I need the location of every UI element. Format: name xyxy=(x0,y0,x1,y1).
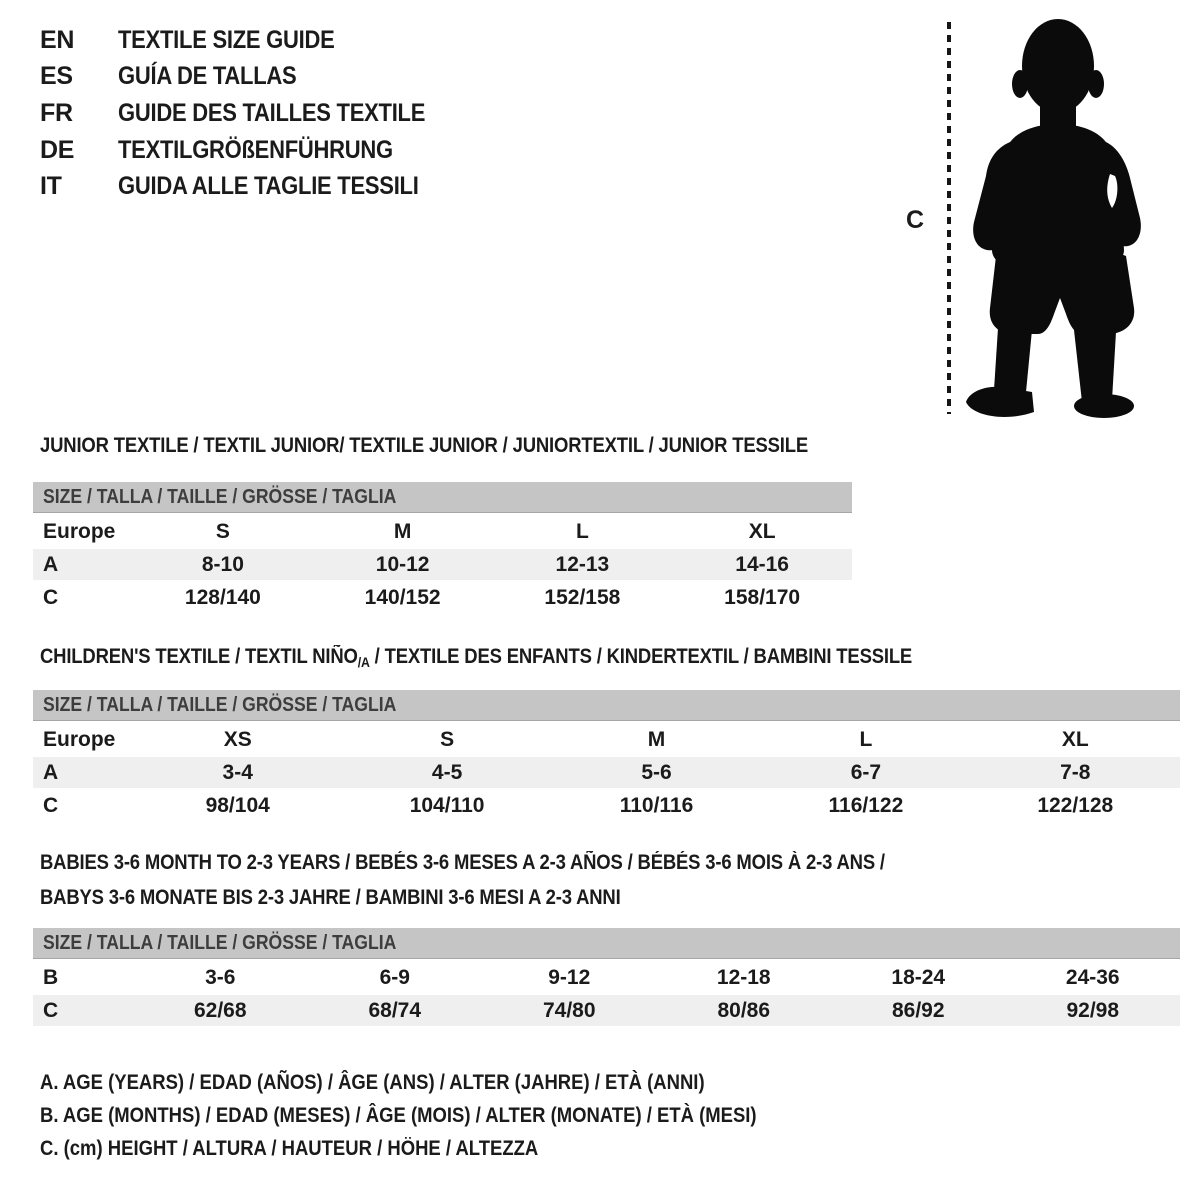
language-row-it xyxy=(40,168,467,205)
cell-value: 62/68 xyxy=(193,998,247,1022)
language-header xyxy=(40,22,467,205)
children-size-table xyxy=(33,690,1180,823)
guide-title-en: TEXTILE SIZE GUIDE xyxy=(118,25,335,54)
guide-title-es: GUÍA DE TALLAS xyxy=(118,62,297,91)
cell-value: 12-18 xyxy=(716,965,771,989)
language-code: ES xyxy=(40,62,73,91)
row-label: A xyxy=(43,760,59,784)
footnote-text: C. (cm) HEIGHT / ALTURA / HAUTEUR / HÖHE / ALTEZZA xyxy=(40,1137,539,1160)
cell-value: 128/140 xyxy=(184,585,261,609)
cell-value: 74/80 xyxy=(542,998,596,1022)
cell-value: 3-6 xyxy=(205,965,236,989)
column-header: S xyxy=(440,727,455,751)
cell-value: 18-24 xyxy=(891,965,946,989)
cell-value: 8-10 xyxy=(201,552,244,576)
table-row-header xyxy=(33,724,1180,755)
language-row-es xyxy=(40,59,467,96)
column-header: S xyxy=(215,519,230,543)
column-header: L xyxy=(859,727,873,751)
cell-value: 104/110 xyxy=(409,793,485,817)
language-row-fr xyxy=(40,95,467,132)
size-header-bar xyxy=(33,482,852,513)
baby-silhouette-icon xyxy=(962,12,1162,422)
section-title-children xyxy=(40,645,1031,674)
cell-value: 98/104 xyxy=(205,793,270,817)
table-row-age xyxy=(33,757,1180,788)
language-row-de xyxy=(40,132,467,169)
row-label: C xyxy=(43,793,59,817)
row-label: C xyxy=(43,998,59,1022)
cell-value: 140/152 xyxy=(364,585,441,609)
cell-value: 5-6 xyxy=(641,760,672,784)
footnote-text: A. AGE (YEARS) / EDAD (AÑOS) / ÂGE (ANS) / ALTER (JAHRE) / ETÀ (ANNI) xyxy=(40,1071,705,1094)
section-title-babies xyxy=(40,845,1000,915)
row-label: A xyxy=(43,552,59,576)
cell-value: 3-4 xyxy=(222,760,253,784)
cell-value: 7-8 xyxy=(1060,760,1091,784)
cell-value: 14-16 xyxy=(735,552,789,576)
size-header-text: SIZE / TALLA / TAILLE / GRÖSSE / TAGLIA xyxy=(43,693,397,716)
language-code: EN xyxy=(40,25,75,54)
language-code: FR xyxy=(40,98,73,127)
height-measure-dashed-line xyxy=(947,22,951,414)
title-part: CHILDREN'S TEXTILE / TEXTIL NIÑO xyxy=(40,645,358,668)
size-header-text: SIZE / TALLA / TAILLE / GRÖSSE / TAGLIA xyxy=(43,931,397,954)
cell-value: 158/170 xyxy=(724,585,801,609)
guide-title-it: GUIDA ALLE TAGLIE TESSILI xyxy=(118,172,419,201)
column-header: M xyxy=(393,519,412,543)
cell-value: 110/116 xyxy=(619,793,694,817)
footnote-age-months xyxy=(40,1104,854,1128)
region-label: Europe xyxy=(43,519,116,543)
title-part: / TEXTILE DES ENFANTS / KINDERTEXTIL / BAMBINI TESSILE xyxy=(369,645,913,668)
cell-value: 24-36 xyxy=(1065,965,1120,989)
cell-value: 116/122 xyxy=(828,793,904,817)
table-row-height xyxy=(33,790,1180,821)
cell-value: 122/128 xyxy=(1037,793,1114,817)
column-header: XL xyxy=(748,519,776,543)
guide-title-fr: GUIDE DES TAILLES TEXTILE xyxy=(118,98,426,127)
language-code: DE xyxy=(40,135,75,164)
footnote-height-cm xyxy=(40,1137,606,1161)
column-header: M xyxy=(647,727,666,751)
footnote-text: B. AGE (MONTHS) / EDAD (MESES) / ÂGE (MOIS) / ALTER (MONATE) / ETÀ (MESI) xyxy=(40,1104,757,1127)
section-title-junior-text: JUNIOR TEXTILE / TEXTIL JUNIOR/ TEXTILE JUNIOR / JUNIORTEXTIL / JUNIOR TESSILE xyxy=(40,434,809,457)
table-row-header xyxy=(33,516,852,547)
footnote-age-years xyxy=(40,1071,795,1095)
cell-value: 6-9 xyxy=(379,965,410,989)
size-header-bar xyxy=(33,928,1180,959)
table-row-height xyxy=(33,582,852,613)
cell-value: 152/158 xyxy=(544,585,621,609)
row-label: C xyxy=(43,585,59,609)
babies-size-table xyxy=(33,928,1180,1028)
cell-value: 68/74 xyxy=(368,998,422,1022)
cell-value: 10-12 xyxy=(375,552,430,576)
junior-size-table xyxy=(33,482,852,615)
region-label: Europe xyxy=(43,727,116,751)
table-row-age-months xyxy=(33,962,1180,993)
column-header: L xyxy=(575,519,589,543)
column-header: XL xyxy=(1061,727,1089,751)
title-subscript: /A xyxy=(357,654,370,670)
row-label: B xyxy=(43,965,59,989)
table-row-age xyxy=(33,549,852,580)
cell-value: 12-13 xyxy=(555,552,610,576)
size-header-text: SIZE / TALLA / TAILLE / GRÖSSE / TAGLIA xyxy=(43,485,397,508)
cell-value: 92/98 xyxy=(1066,998,1120,1022)
cell-value: 4-5 xyxy=(431,760,463,784)
section-title-children-text xyxy=(40,645,912,674)
column-header: XS xyxy=(223,727,252,751)
height-measure-label: C xyxy=(906,206,925,234)
language-row-en xyxy=(40,22,467,59)
cell-value: 80/86 xyxy=(717,998,771,1022)
babies-title-line2: BABYS 3-6 MONATE BIS 2-3 JAHRE / BAMBINI 3-6 MESI A 2-3 ANNI xyxy=(40,886,621,909)
cell-value: 6-7 xyxy=(850,760,882,784)
section-title-junior xyxy=(40,434,913,458)
table-row-height xyxy=(33,995,1180,1026)
language-code: IT xyxy=(40,172,62,201)
cell-value: 9-12 xyxy=(548,965,591,989)
cell-value: 86/92 xyxy=(891,998,945,1022)
guide-title-de: TEXTILGRÖßENFÜHRUNG xyxy=(118,135,393,164)
babies-title-line1: BABIES 3-6 MONTH TO 2-3 YEARS / BEBÉS 3-6 MESES A 2-3 AÑOS / BÉBÉS 3-6 MOIS À 2-3 ANS / xyxy=(40,851,885,874)
size-header-bar xyxy=(33,690,1180,721)
